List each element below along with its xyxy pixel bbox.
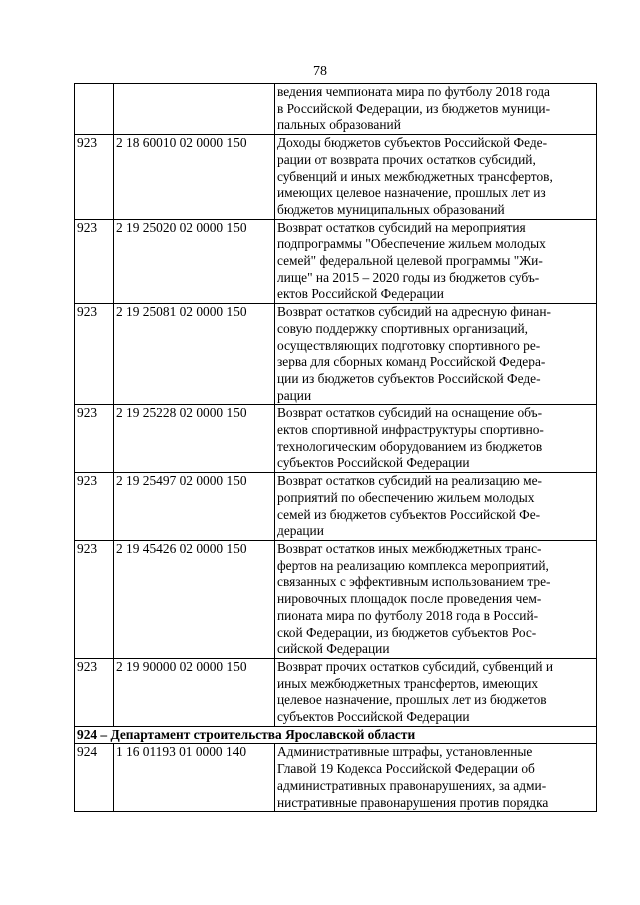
budget-code-cell: 2 19 45426 02 0000 150: [114, 540, 275, 658]
table-row: [75, 473, 597, 541]
description-cell: [275, 219, 597, 304]
description-line: осуществляющих подготовку спортивного ре-: [277, 337, 541, 353]
description-line: субъектов Российской Федерации: [277, 709, 470, 725]
table-row: [75, 744, 597, 812]
description-line: роприятий по обеспечению жильем молодых: [277, 489, 535, 505]
description-line: Возврат остатков субсидий на реализацию ме-: [277, 473, 543, 489]
page-number: 78: [313, 64, 327, 79]
description-line: лище" на 2015 – 2020 годы из бюджетов субъ-: [277, 269, 540, 285]
budget-code-cell: [114, 84, 275, 135]
description-line: Возврат прочих остатков субсидий, субвенций и: [277, 658, 554, 674]
description-cell: [275, 304, 597, 405]
table-row: [75, 84, 597, 135]
description-line: связанных с эффективным использованием тре-: [277, 574, 551, 590]
description-line: нировочных площадок после проведения чем-: [277, 591, 542, 607]
description-line: пионата мира по футболу 2018 года в Россий-: [277, 607, 539, 623]
budget-code-cell: 1 16 01193 01 0000 140: [114, 744, 275, 812]
description-line: иных межбюджетных трансфертов, имеющих: [277, 675, 539, 691]
description-line: пальных образований: [277, 117, 401, 133]
description-line: имеющих целевое назначение, прошлых лет из: [277, 185, 546, 201]
table-row: [75, 658, 597, 726]
description-line: целевое назначение, прошлых лет из бюджетов: [277, 692, 547, 708]
admin-code-cell: 923: [75, 540, 114, 658]
table-row: [75, 135, 597, 220]
description-line: ции из бюджетов субъектов Российской Феде-: [277, 370, 541, 386]
budget-code-cell: 2 19 25081 02 0000 150: [114, 304, 275, 405]
description-line: рации от возврата прочих остатков субсидий,: [277, 151, 536, 167]
description-line: Возврат остатков субсидий на оснащение объ-: [277, 405, 543, 421]
description-cell: [275, 540, 597, 658]
budget-codes-table: [74, 83, 597, 812]
description-line: ской Федерации, из бюджетов субъектов Рос-: [277, 624, 537, 640]
description-line: субъектов Российской Федерации: [277, 455, 470, 471]
description-line: Главой 19 Кодекса Российской Федерации об: [277, 761, 535, 777]
description-line: ектов спортивной инфраструктуры спортивно-: [277, 422, 544, 438]
budget-code-cell: 2 19 25497 02 0000 150: [114, 473, 275, 541]
description-line: совую поддержку спортивных организаций,: [277, 320, 529, 336]
description-cell: [275, 744, 597, 812]
description-line: Административные штрафы, установленные: [277, 744, 533, 760]
table-row: [75, 219, 597, 304]
description-line: ектов Российской Федерации: [277, 286, 444, 302]
description-line: семей из бюджетов субъектов Российской Фе-: [277, 506, 541, 522]
admin-code-cell: 923: [75, 219, 114, 304]
description-line: фертов на реализацию комплекса мероприятий,: [277, 557, 549, 573]
admin-code-cell: 923: [75, 304, 114, 405]
description-line: нистративные правонарушения против порядка: [277, 794, 549, 810]
description-line: зерва для сборных команд Российской Федера-: [277, 354, 546, 370]
admin-code-cell: [75, 84, 114, 135]
description-line: бюджетов муниципальных образований: [277, 201, 505, 217]
admin-code-cell: 923: [75, 405, 114, 473]
budget-code-cell: 2 19 25228 02 0000 150: [114, 405, 275, 473]
description-line: Доходы бюджетов субъектов Российской Феде-: [277, 135, 548, 151]
description-cell: [275, 135, 597, 220]
table-body: [75, 84, 597, 812]
description-cell: [275, 658, 597, 726]
description-line: в Российской Федерации, из бюджетов муници-: [277, 100, 551, 116]
description-cell: [275, 84, 597, 135]
description-line: Возврат остатков субсидий на адресную финан-: [277, 304, 551, 320]
description-line: Возврат остатков иных межбюджетных транс-: [277, 540, 542, 556]
section-header-row: [75, 726, 597, 744]
description-line: субвенций и иных межбюджетных трансфертов,: [277, 168, 553, 184]
budget-code-cell: 2 19 90000 02 0000 150: [114, 658, 275, 726]
table-row: [75, 405, 597, 473]
description-line: семей" федеральной целевой программы "Жи-: [277, 253, 543, 269]
description-line: административных правонарушениях, за адми-: [277, 777, 547, 793]
description-line: подпрограммы "Обеспечение жильем молодых: [277, 236, 546, 252]
admin-code-cell: 923: [75, 135, 114, 220]
table-row: [75, 304, 597, 405]
admin-code-cell: 923: [75, 473, 114, 541]
description-cell: [275, 473, 597, 541]
description-line: дерации: [277, 523, 324, 539]
table-row: [75, 540, 597, 658]
description-line: ведения чемпионата мира по футболу 2018 года: [277, 84, 550, 99]
description-line: технологическим оборудованием из бюджетов: [277, 438, 543, 454]
description-line: рации: [277, 387, 312, 403]
budget-code-cell: 2 19 25020 02 0000 150: [114, 219, 275, 304]
budget-code-cell: 2 18 60010 02 0000 150: [114, 135, 275, 220]
section-title: 924 – Департамент строительства Ярославской области: [75, 726, 597, 744]
admin-code-cell: 923: [75, 658, 114, 726]
description-cell: [275, 405, 597, 473]
description-line: сийской Федерации: [277, 641, 390, 657]
description-line: Возврат остатков субсидий на мероприятия: [277, 219, 526, 235]
admin-code-cell: 924: [75, 744, 114, 812]
